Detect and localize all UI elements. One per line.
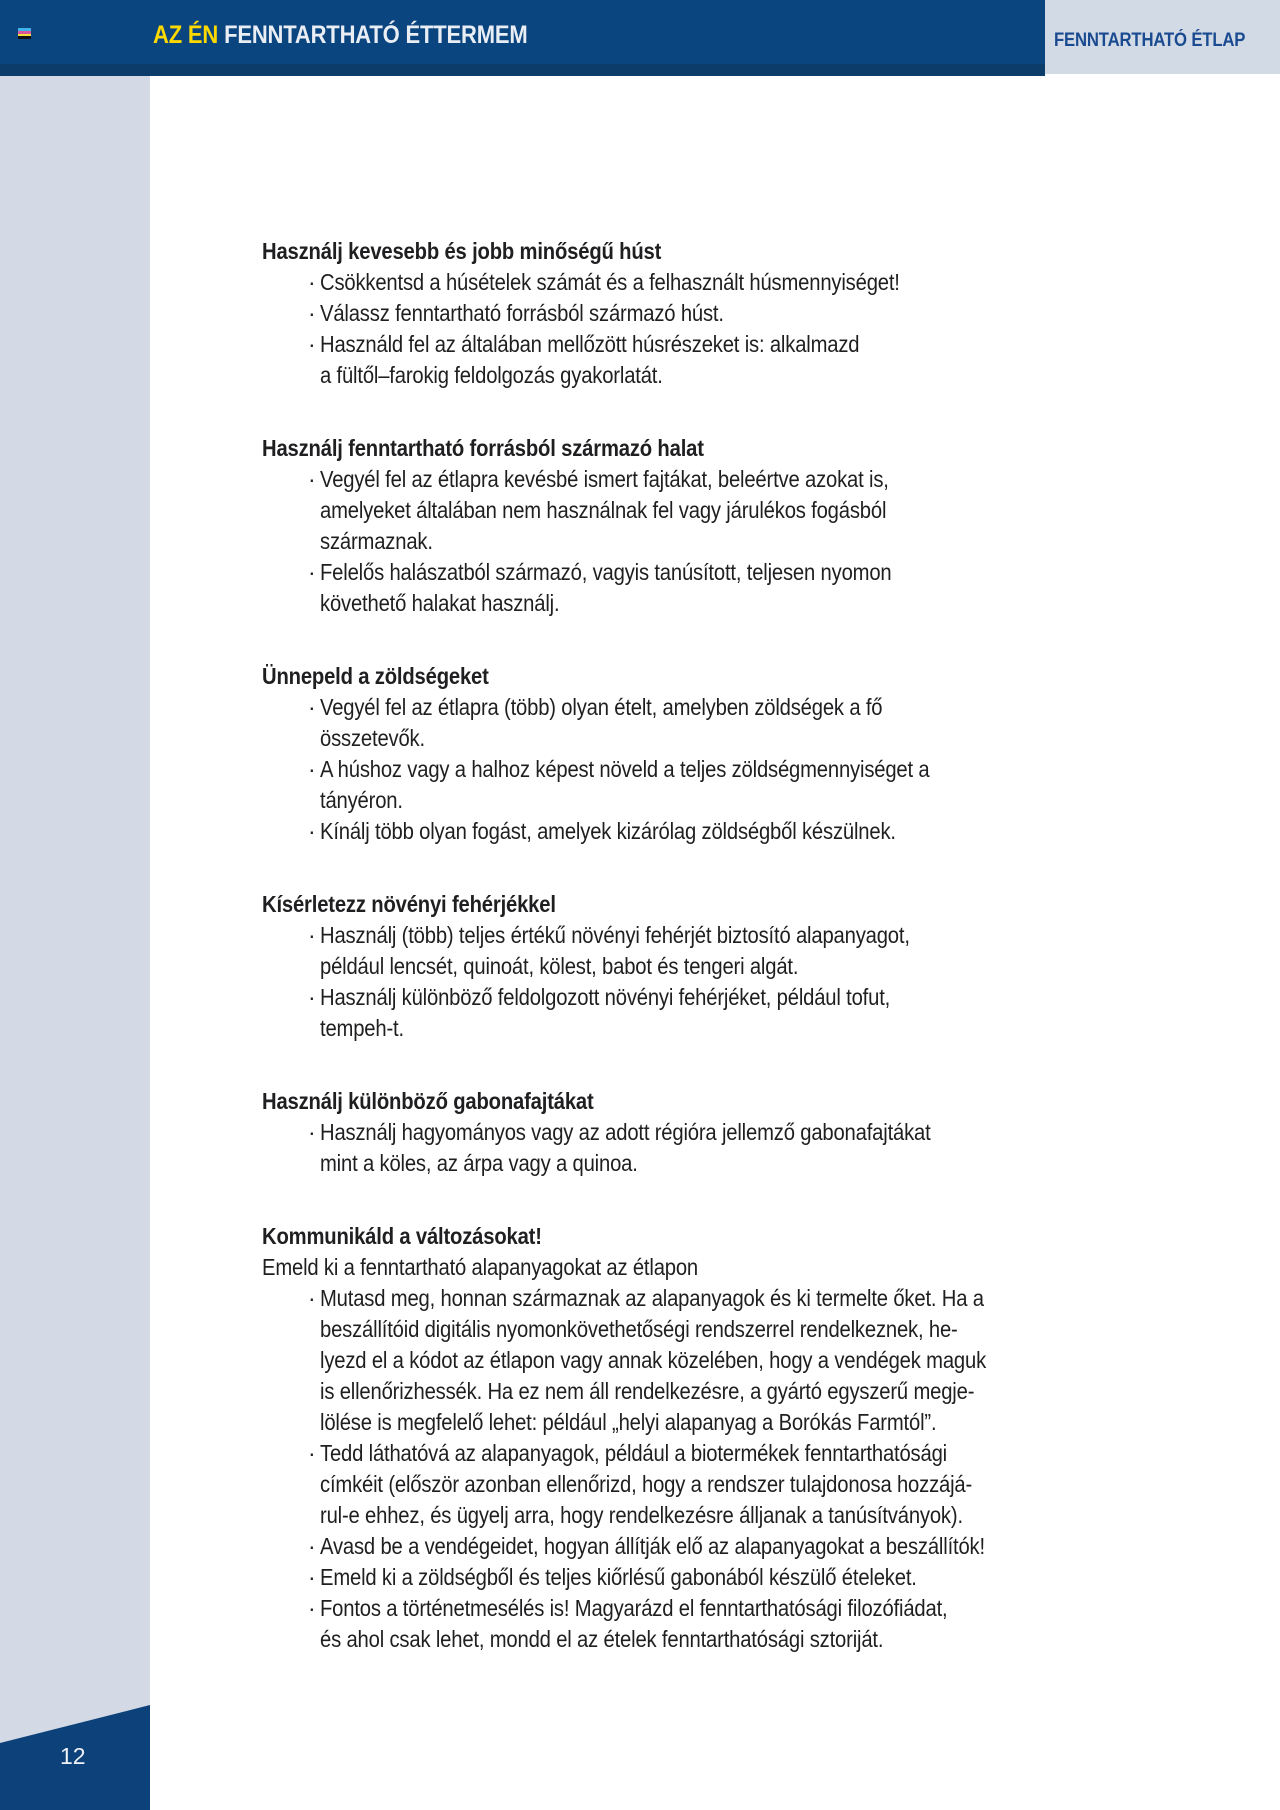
section-heading — [262, 433, 1077, 464]
section — [262, 1086, 1077, 1179]
bullet-first-line — [262, 920, 1077, 951]
text-line: Használj fenntartható forrásból származó halat — [262, 435, 704, 461]
section-heading — [262, 661, 1077, 692]
text-line: Válassz fenntartható forrásból származó húst. — [320, 300, 724, 326]
bullet-dot: · — [308, 1564, 316, 1590]
text-line: Kommunikáld a változásokat! — [262, 1223, 542, 1249]
text-line: Ünnepeld a zöldségeket — [262, 663, 489, 689]
title-highlight: AZ ÉN — [153, 20, 219, 49]
text-line: Mutasd meg, honnan származnak az alapanyagok és ki termelte őket. Ha a — [320, 1285, 984, 1311]
bullet-first-line — [262, 464, 1077, 495]
section — [262, 1221, 1077, 1655]
bullet-dot: · — [308, 466, 316, 492]
text-line: lyezd el a kódot az étlapon vagy annak közelében, hogy a vendégek maguk — [320, 1347, 987, 1373]
bullet-dot: · — [308, 922, 316, 948]
bullet-wrap-line — [262, 588, 1077, 619]
text-line: Csökkentsd a húsételek számát és a felhasznált húsmennyiséget! — [320, 269, 900, 295]
section-heading — [262, 1086, 1077, 1117]
section — [262, 889, 1077, 1044]
text-line: Használj különböző feldolgozott növényi fehérjéket, például tofut, — [320, 984, 891, 1010]
bullet-dot: · — [308, 756, 316, 782]
section — [262, 661, 1077, 847]
text-line: Emeld ki a fenntartható alapanyagokat az étlapon — [262, 1254, 699, 1280]
bullet-dot: · — [308, 1285, 316, 1311]
text-line: Kínálj több olyan fogást, amelyek kizárólag zöldségből készülnek. — [320, 818, 896, 844]
bullet-first-line — [262, 1593, 1077, 1624]
text-line: származnak. — [320, 528, 433, 554]
text-line: tempeh-t. — [320, 1015, 404, 1041]
text-line: összetevők. — [320, 725, 425, 751]
text-line: is ellenőrizhessék. Ha ez nem áll rendelkezésre, a gyártó egyszerű megje- — [320, 1378, 975, 1404]
bullet-first-line — [262, 1283, 1077, 1314]
bullet-dot: · — [308, 269, 316, 295]
text-line: A húshoz vagy a halhoz képest növeld a teljes zöldségmennyiséget a — [320, 756, 930, 782]
print-registration-icon — [18, 28, 31, 39]
text-line: és ahol csak lehet, mondd el az ételek fenntarthatósági sztoriját. — [320, 1626, 884, 1652]
text-line: Tedd láthatóvá az alapanyagok, például a biotermékek fenntarthatósági — [320, 1440, 947, 1466]
bullet-dot: · — [308, 559, 316, 585]
text-line: Használd fel az általában mellőzött húsrészeket is: alkalmazd — [320, 331, 860, 357]
text-line: Avasd be a vendégeidet, hogyan állítják elő az alapanyagokat a beszállítók! — [320, 1533, 985, 1559]
text-line: Használj kevesebb és jobb minőségű húst — [262, 238, 662, 264]
bullet-first-line — [262, 1438, 1077, 1469]
section-heading — [262, 889, 1077, 920]
bullet-first-line — [262, 557, 1077, 588]
header-bar — [0, 0, 1045, 76]
bullet-wrap-line — [262, 1469, 1077, 1500]
text-line: Használj különböző gabonafajtákat — [262, 1088, 594, 1114]
section-subheading — [262, 1252, 1077, 1283]
bullet-wrap-line — [262, 1148, 1077, 1179]
text-line: Emeld ki a zöldségből és teljes kiőrlésű gabonából készülő ételeket. — [320, 1564, 917, 1590]
section-heading — [262, 1221, 1077, 1252]
text-line: Használj hagyományos vagy az adott régióra jellemző gabonafajtákat — [320, 1119, 931, 1145]
bullet-wrap-line — [262, 951, 1077, 982]
bullet-dot: · — [308, 1533, 316, 1559]
text-line: Kísérletezz növényi fehérjékkel — [262, 891, 556, 917]
bullet-wrap-line — [262, 1624, 1077, 1655]
bullet-wrap-line — [262, 360, 1077, 391]
bullet-first-line — [262, 329, 1077, 360]
bullet-wrap-line — [262, 1407, 1077, 1438]
bullet-first-line — [262, 982, 1077, 1013]
bullet-first-line — [262, 1531, 1077, 1562]
bullet-dot: · — [308, 694, 316, 720]
text-line: lölése is megfelelő lehet: például „helyi alapanyag a Borókás Farmtól”. — [320, 1409, 937, 1435]
bullet-first-line — [262, 754, 1077, 785]
bullet-wrap-line — [262, 785, 1077, 816]
bullet-first-line — [262, 267, 1077, 298]
bullet-first-line — [262, 816, 1077, 847]
bullet-first-line — [262, 1117, 1077, 1148]
bullet-dot: · — [308, 984, 316, 1010]
text-line: beszállítóid digitális nyomonkövethetőségi rendszerrel rendelkeznek, he- — [320, 1316, 958, 1342]
bullet-dot: · — [308, 300, 316, 326]
text-line: Fontos a történetmesélés is! Magyarázd el fenntarthatósági filozófiádat, — [320, 1595, 948, 1621]
bullet-wrap-line — [262, 526, 1077, 557]
bullet-dot: · — [308, 1595, 316, 1621]
bullet-dot: · — [308, 331, 316, 357]
content-sections — [262, 236, 1077, 1697]
text-line: amelyeket általában nem használnak fel vagy járulékos fogásból — [320, 497, 887, 523]
chapter-label-box — [1045, 0, 1280, 74]
bullet-wrap-line — [262, 1500, 1077, 1531]
bullet-wrap-line — [262, 1013, 1077, 1044]
black-stripe — [18, 36, 31, 39]
text-line: címkéit (először azonban ellenőrizd, hogy a rendszer tulajdonosa hozzájá- — [320, 1471, 973, 1497]
chapter-label: FENNTARTHATÓ ÉTLAP — [1053, 30, 1246, 51]
text-line: Felelős halászatból származó, vagyis tanúsított, teljesen nyomon — [320, 559, 892, 585]
document-title — [153, 0, 579, 66]
text-line: Vegyél fel az étlapra kevésbé ismert fajtákat, beleértve azokat is, — [320, 466, 889, 492]
section — [262, 433, 1077, 619]
text-line: a fültől–farokig feldolgozás gyakorlatát. — [320, 362, 663, 388]
bullet-dot: · — [308, 1119, 316, 1145]
text-line: követhető halakat használj. — [320, 590, 560, 616]
header-bottom-strip — [0, 64, 1045, 76]
page-number: 12 — [60, 1743, 86, 1769]
bullet-dot: · — [308, 818, 316, 844]
text-line: rul-e ehhez, és ügyelj arra, hogy rendelkezésre álljanak a tanúsítványok). — [320, 1502, 963, 1528]
section — [262, 236, 1077, 391]
text-line: például lencsét, quinoát, kölest, babot és tengeri algát. — [320, 953, 799, 979]
bullet-wrap-line — [262, 723, 1077, 754]
left-margin-band — [0, 76, 150, 1810]
section-heading — [262, 236, 1077, 267]
bullet-first-line — [262, 1562, 1077, 1593]
text-line: mint a köles, az árpa vagy a quinoa. — [320, 1150, 638, 1176]
bullet-first-line — [262, 692, 1077, 723]
bullet-wrap-line — [262, 1345, 1077, 1376]
title-rest: FENNTARTHATÓ ÉTTERMEM — [218, 20, 528, 49]
text-line: tányéron. — [320, 787, 403, 813]
bullet-first-line — [262, 298, 1077, 329]
text-line: Vegyél fel az étlapra (több) olyan ételt, amelyben zöldségek a fő — [320, 694, 883, 720]
bullet-wrap-line — [262, 1314, 1077, 1345]
bullet-wrap-line — [262, 495, 1077, 526]
bullet-wrap-line — [262, 1376, 1077, 1407]
bullet-dot: · — [308, 1440, 316, 1466]
text-line: Használj (több) teljes értékű növényi fehérjét biztosító alapanyagot, — [320, 922, 910, 948]
